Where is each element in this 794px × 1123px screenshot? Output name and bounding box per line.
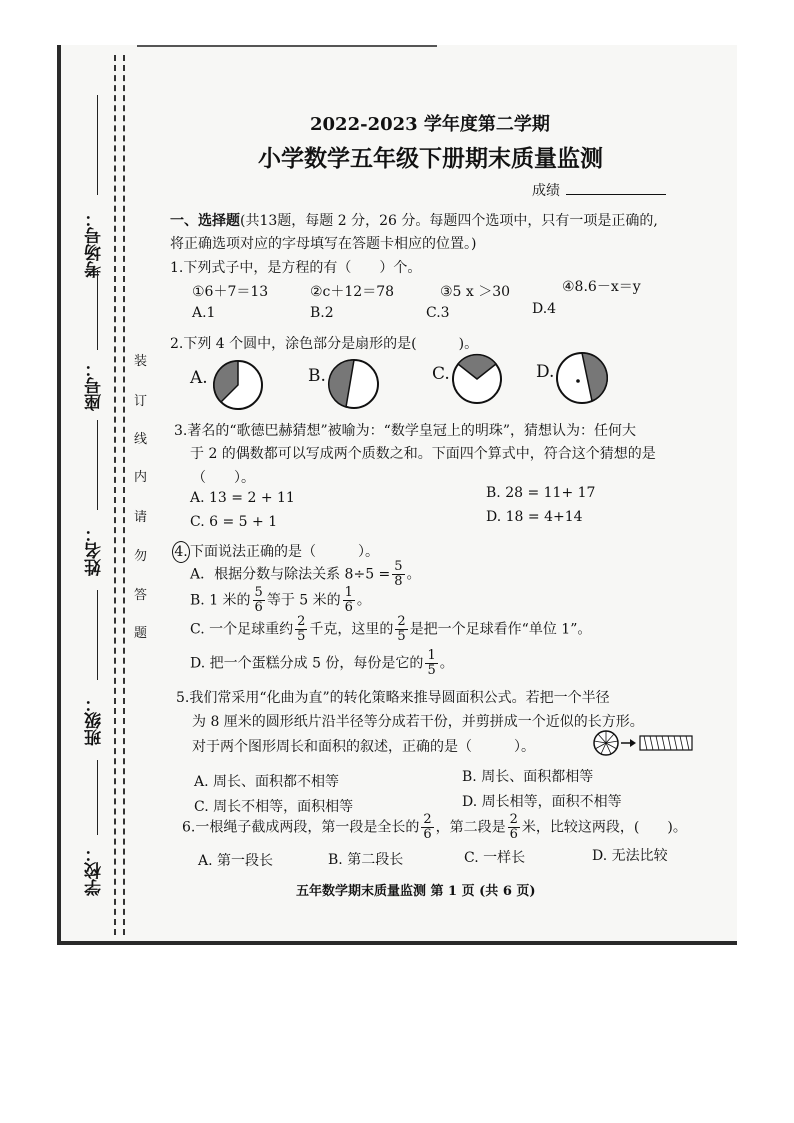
q1-expr: ④8.6－x＝y (562, 279, 641, 295)
q2-stem: 2.下列 4 个圆中，涂色部分是扇形的是( )。 (170, 336, 479, 352)
binding-dashed-line-inner (123, 55, 125, 935)
fraction: $\frac{2}{5}$ (397, 614, 406, 644)
school-rule (97, 760, 98, 835)
q4-d-pre: D. 把一个蛋糕分成 5 份，每份是它的 (190, 655, 424, 672)
q4-number-circled: 4. (172, 541, 190, 563)
page-footer: 五年数学期末质量监测 第 1 页 (共 6 页) (296, 884, 536, 899)
q6-pre: 6.一根绳子截成两段，第一段是全长的 (182, 819, 420, 836)
fraction: $\frac{5}{6}$ (254, 585, 263, 615)
school-label: 学校： (85, 845, 105, 896)
exam-title: 小学数学五年级下册期末质量监测 (258, 145, 603, 172)
q2-label[interactable]: C. (432, 364, 450, 384)
binding-notice-char: 请 (134, 510, 148, 525)
exam-no-rule (97, 95, 98, 195)
section-intro-2: 将正确选项对应的字母填写在答题卡相应的位置。) (170, 236, 477, 252)
q6-option-b[interactable]: B. 第二段长 (328, 852, 404, 868)
seat-no-label: 座号： (85, 360, 105, 411)
q4-c-pre: C. 一个足球重约 (190, 621, 294, 638)
class-rule (97, 590, 98, 680)
name-rule (97, 420, 98, 510)
binding-notice-char: 订 (134, 394, 148, 409)
q5-option-c[interactable]: C. 周长不相等，面积相等 (194, 799, 354, 815)
exam-sheet (57, 45, 737, 945)
q3-line1: 3.著名的“歌德巴赫猜想”被喻为：“数学皇冠上的明珠”，猜想认为：任何大 (174, 423, 636, 439)
binding-notice-char: 线 (134, 432, 148, 447)
score-label: 成绩 (532, 183, 560, 199)
q4-c-mid: 千克，这里的 (309, 621, 394, 638)
q2-label[interactable]: B. (308, 366, 326, 386)
q2-label[interactable]: D. (536, 362, 555, 382)
seat-no-rule (97, 270, 98, 350)
scan-edge-top (137, 45, 437, 47)
circle-to-rectangle-figure (592, 728, 696, 758)
q2-label[interactable]: A. (190, 368, 208, 388)
binding-dashed-line-outer (114, 55, 116, 935)
class-label: 班级： (85, 695, 105, 746)
q2-circle-b (322, 356, 384, 412)
q1-option[interactable]: D.4 (532, 301, 557, 317)
fraction: $\frac{2}{5}$ (297, 614, 306, 644)
q5-option-b[interactable]: B. 周长、面积都相等 (462, 769, 594, 785)
q6-mid: ，第二段是 (435, 819, 506, 836)
q2-circle-c (448, 352, 506, 406)
q3-option-a[interactable]: A. 13 = 2 + 11 (190, 490, 295, 506)
fraction: $\frac{1}{5}$ (427, 648, 436, 678)
q6-option-a[interactable]: A. 第一段长 (198, 853, 274, 869)
binding-notice-char: 内 (134, 470, 148, 485)
score-blank[interactable] (566, 194, 666, 195)
q5-line2: 为 8 厘米的圆形纸片沿半径等分成若干份，并剪拼成一个近似的长方形。 (192, 714, 644, 730)
q6-end: 米，比较这两段，( )。 (521, 819, 687, 836)
q4-stem: 下面说法正确的是（ ）。 (190, 544, 379, 560)
q6-option-c[interactable]: C. 一样长 (464, 850, 526, 866)
q1-option[interactable]: A.1 (192, 305, 216, 321)
q3-option-d[interactable]: D. 18 = 4+14 (486, 509, 583, 525)
q5-option-d[interactable]: D. 周长相等，面积不相等 (462, 794, 622, 810)
scan-edge-bottom (57, 941, 737, 945)
q5-option-a[interactable]: A. 周长、面积都不相等 (194, 774, 340, 790)
q1-expr: ①6＋7＝13 (192, 284, 269, 300)
q1-expr: ②c＋12＝78 (310, 284, 395, 300)
section-title: 一、选择题 (170, 213, 240, 229)
exam-no-label: 考场号： (85, 210, 105, 278)
q2-circle-d (552, 350, 612, 406)
q2-circle-a (206, 358, 268, 412)
q5-line3: 对于两个图形周长和面积的叙述，正确的是（ ）。 (192, 739, 535, 755)
scan-edge-left (57, 45, 61, 945)
q6-option-d[interactable]: D. 无法比较 (592, 848, 668, 864)
q3-option-c[interactable]: C. 6 = 5 + 1 (190, 514, 278, 530)
binding-notice-char: 题 (134, 626, 148, 641)
section-intro: (共13题，每题 2 分，26 分。每题四个选项中，只有一项是正确的, (240, 213, 658, 229)
name-label: 姓名： (85, 525, 105, 576)
fraction: $\frac{5}{8}$ (394, 559, 403, 589)
q4-b-pre: B. 1 米的 (190, 592, 251, 609)
q5-line1: 5.我们常采用“化曲为直”的转化策略来推导圆面积公式。若把一个半径 (176, 690, 610, 706)
q4-b-mid: 等于 5 米的 (266, 592, 341, 609)
fraction: $\frac{1}{6}$ (344, 585, 353, 615)
year-term-title: 2022-2023 学年度第二学期 (310, 114, 550, 135)
q3-line2: 于 2 的偶数都可以写成两个质数之和。下面四个算式中，符合这个猜想的是 (190, 446, 656, 462)
q4-a-text: A．根据分数与除法关系 8÷5 = (190, 566, 391, 583)
fraction: $\frac{2}{6}$ (423, 812, 432, 842)
q1-expr: ③5 x ＞30 (440, 284, 511, 300)
binding-notice-char: 答 (134, 588, 148, 603)
q1-option[interactable]: C.3 (426, 305, 450, 321)
q3-option-b[interactable]: B. 28 = 11+ 17 (486, 485, 596, 501)
binding-notice-char: 装 (134, 354, 148, 369)
binding-notice-char: 勿 (134, 549, 148, 564)
q1-option[interactable]: B.2 (310, 305, 334, 321)
q4-c-end: 是把一个足球看作“单位 1”。 (409, 621, 592, 638)
q1-stem: 1.下列式子中，是方程的有（ ）个。 (170, 260, 422, 276)
q3-line3: （ ）。 (192, 470, 255, 486)
fraction: $\frac{2}{6}$ (509, 812, 518, 842)
